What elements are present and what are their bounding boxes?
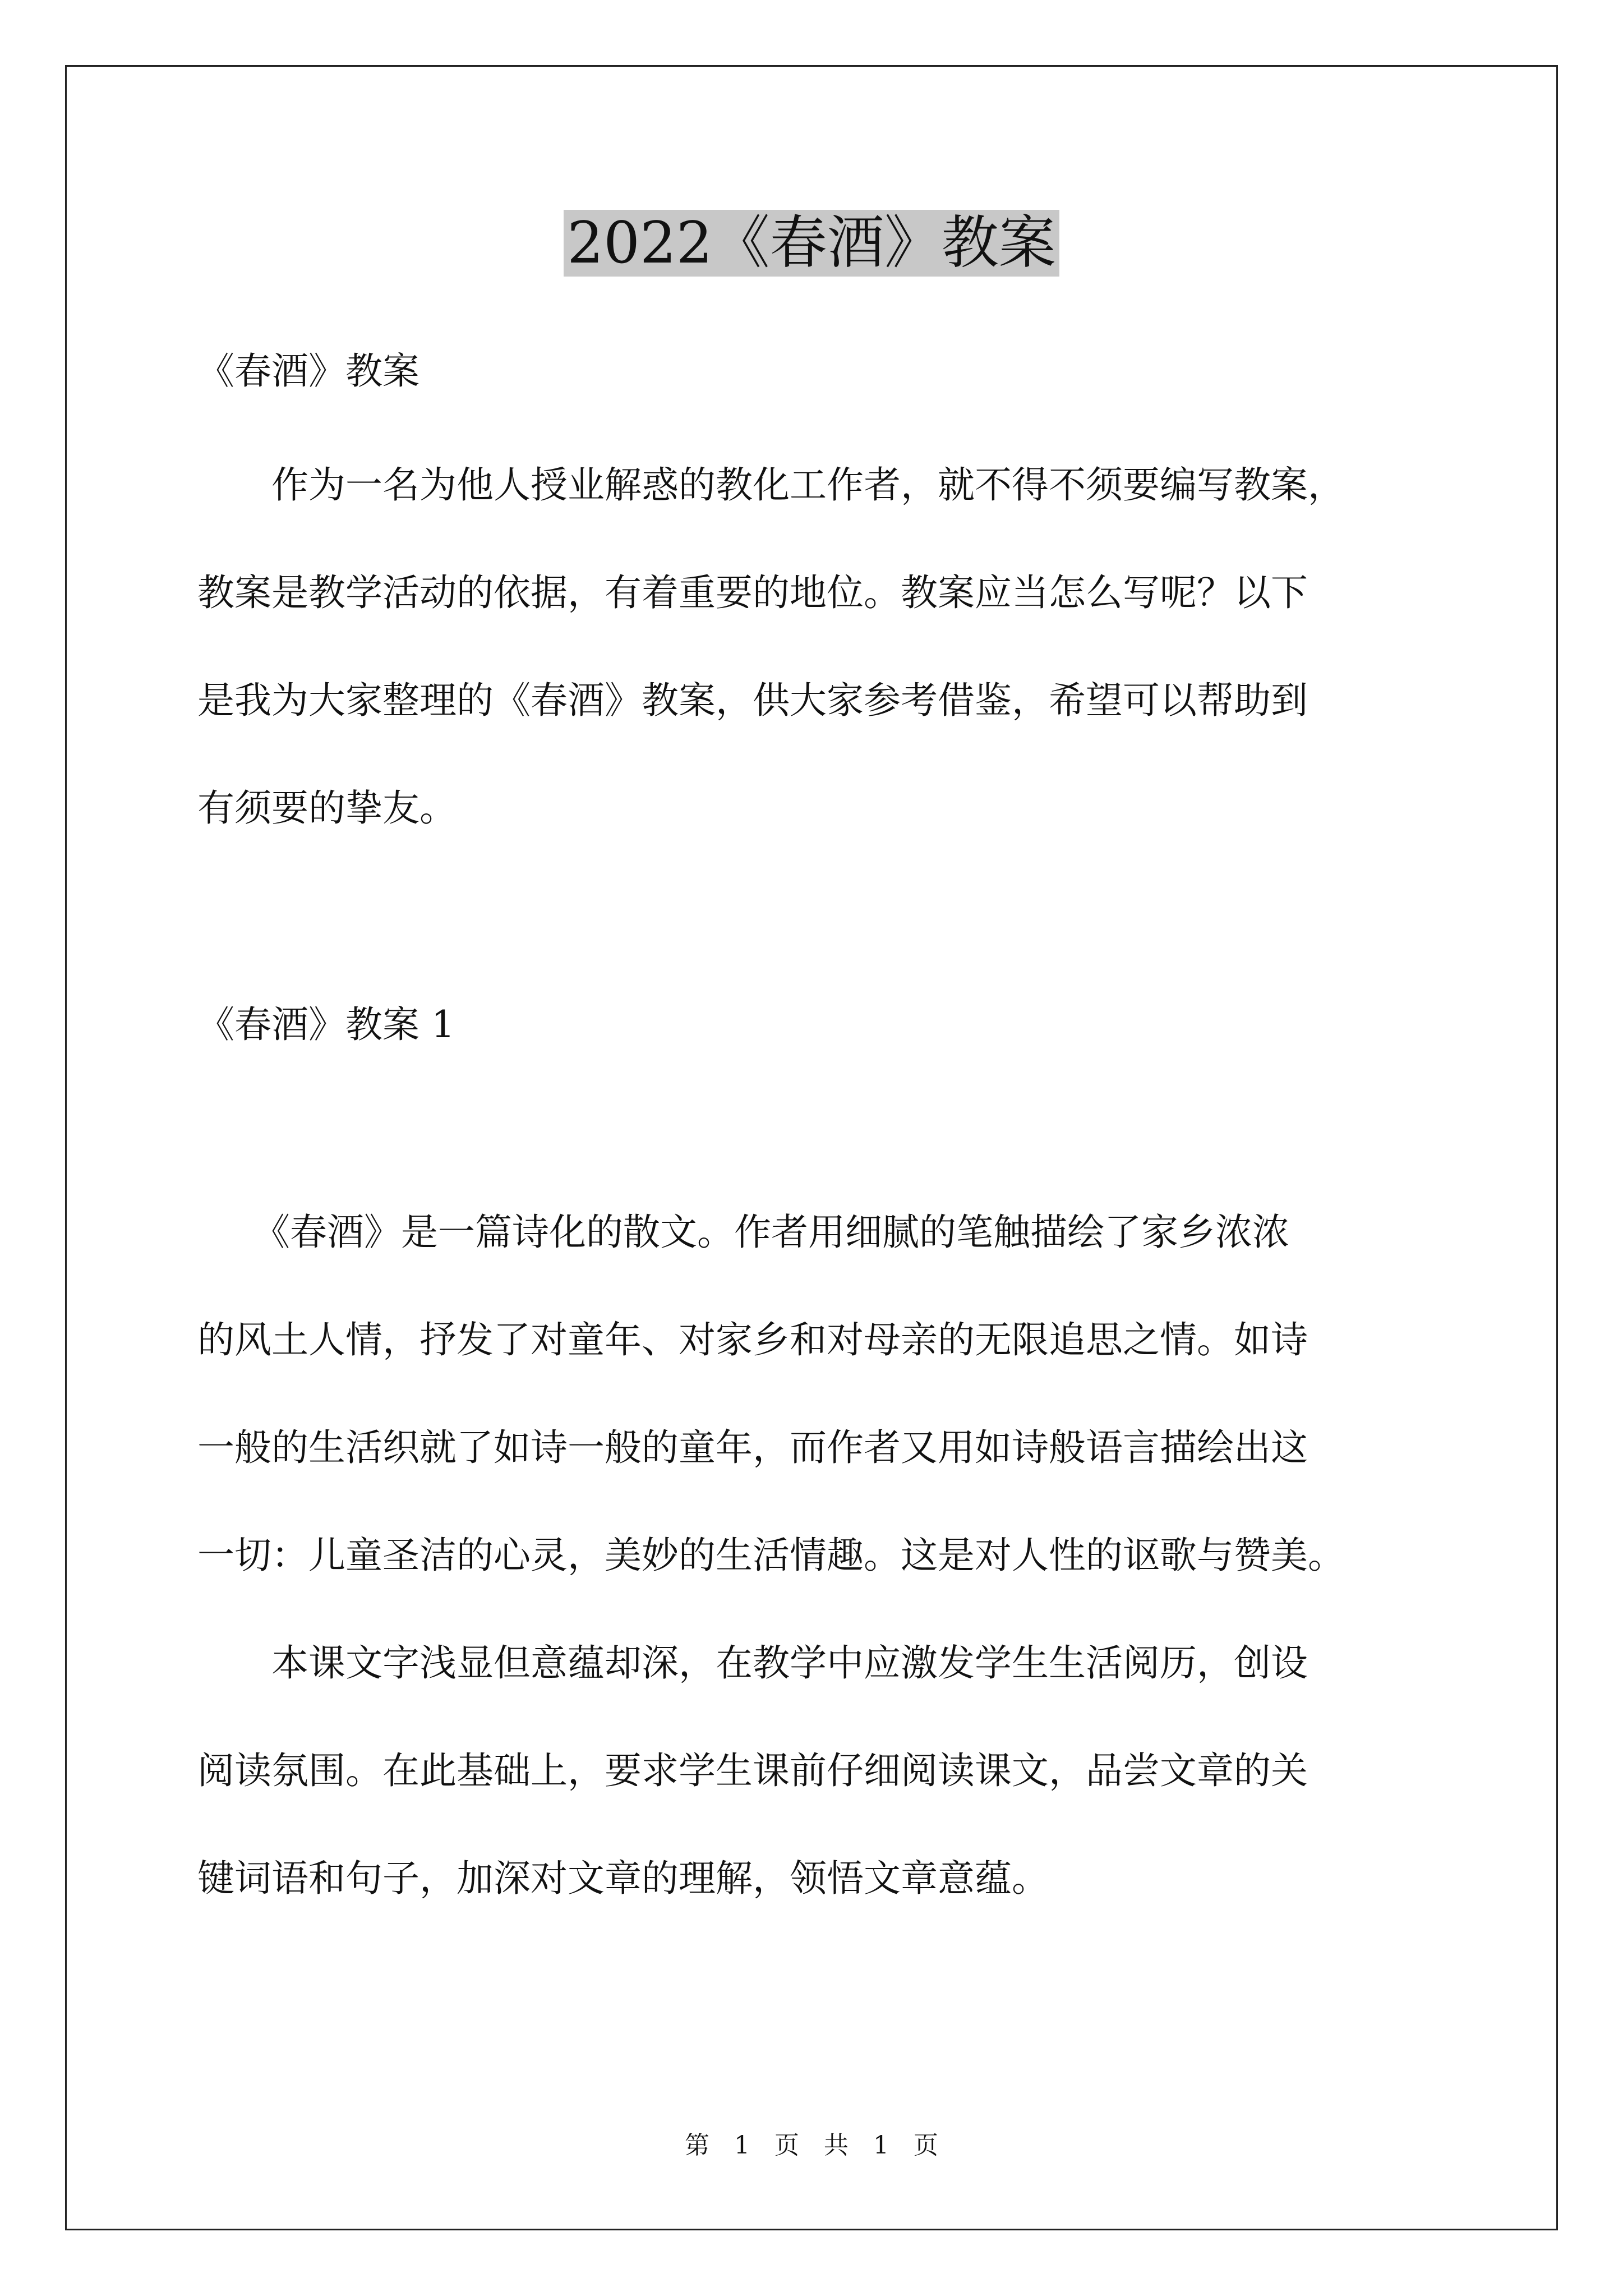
- body-line: 《春酒》是一篇诗化的散文。作者用细腻的笔触描绘了家乡浓浓: [197, 1211, 1289, 1254]
- body-line: 一切：儿童圣洁的心灵，美妙的生活情趣。这是对人性的讴歌与赞美。: [197, 1534, 1345, 1577]
- body-line: 本课文字浅显但意蕴却深，在教学中应激发学生生活阅历，创设: [197, 1641, 1308, 1685]
- intro-line: 有须要的挚友。: [197, 786, 457, 830]
- section-heading: 《春酒》教案 1: [197, 1003, 455, 1046]
- body-line: 的风土人情，抒发了对童年、对家乡和对母亲的无限追思之情。如诗: [197, 1318, 1308, 1361]
- intro-line: 教案是教学活动的依据，有着重要的地位。教案应当怎么写呢？以下: [197, 571, 1308, 614]
- page-footer: [0, 2129, 1623, 2162]
- intro-line: 是我为大家整理的《春酒》教案，供大家参考借鉴，希望可以帮助到: [197, 679, 1308, 722]
- intro-line: 作为一名为他人授业解惑的教化工作者，就不得不须要编写教案，: [197, 463, 1345, 507]
- body-line: 阅读氛围。在此基础上，要求学生课前仔细阅读课文，品尝文章的关: [197, 1749, 1308, 1792]
- body-line: 一般的生活织就了如诗一般的童年，而作者又用如诗般语言描绘出这: [197, 1426, 1308, 1469]
- document-title: [0, 209, 1623, 278]
- body-line: 键词语和句子，加深对文章的理解，领悟文章意蕴。: [197, 1857, 1049, 1900]
- document-title-text: 2022《春酒》教案: [564, 210, 1059, 277]
- subtitle: 《春酒》教案: [197, 349, 419, 393]
- page-number: 第 1 页: [685, 2131, 799, 2160]
- page-total: 共 1 页: [824, 2131, 938, 2160]
